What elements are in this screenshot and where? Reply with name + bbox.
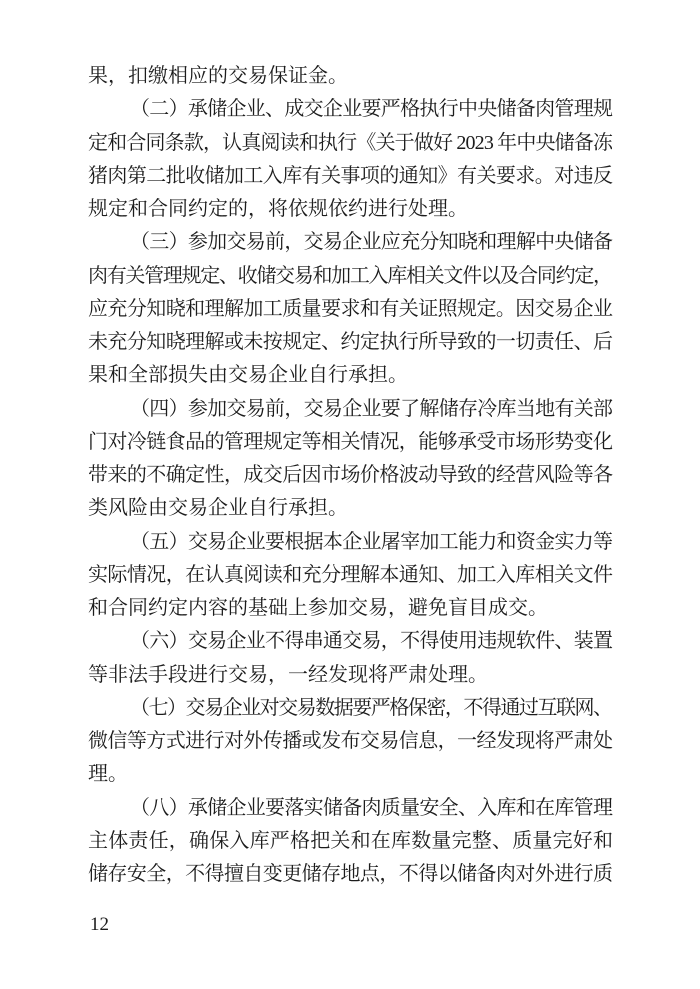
text-line-content: （三）参加交易前，交易企业应充分知晓和理解中央储备 <box>130 231 613 254</box>
text-line-content: （四）参加交易前，交易企业要了解储存冷库当地有关部 <box>130 397 613 420</box>
text-line <box>88 625 613 658</box>
text-line-content: 和合同约定内容的基础上参加交易，避免盲目成交。 <box>88 597 548 619</box>
text-line <box>88 559 613 592</box>
text-line <box>88 758 613 791</box>
text-line <box>88 659 613 692</box>
text-line-content: （七）交易企业对交易数据要严格保密，不得通过互联网、 <box>130 696 612 719</box>
text-line <box>88 293 613 326</box>
text-line <box>88 858 613 891</box>
text-line <box>88 127 613 160</box>
text-line-content: 果和全部损失由交易企业自行承担。 <box>88 364 408 387</box>
text-line <box>88 526 613 559</box>
text-line-content: 门对冷链食品的管理规定等相关情况，能够承受市场形势变化 <box>88 430 613 453</box>
text-line <box>88 692 613 725</box>
text-line <box>88 60 613 93</box>
text-line-content: （五）交易企业要根据本企业屠宰加工能力和资金实力等 <box>130 530 613 553</box>
text-line <box>88 260 613 293</box>
text-line-content: 带来的不确定性，成交后因市场价格波动导致的经营风险等各 <box>88 464 613 486</box>
text-line-content: 实际情况，在认真阅读和充分理解本通知、加工入库相关文件 <box>88 563 613 586</box>
page-number: 12 <box>90 914 109 935</box>
text-line-content: （八）承储企业要落实储备肉质量安全、入库和在库管理 <box>130 796 613 819</box>
text-line <box>88 93 613 126</box>
text-line <box>88 725 613 758</box>
text-line-content: 理。 <box>88 763 128 786</box>
document-body <box>88 60 613 891</box>
text-line <box>88 426 613 459</box>
text-line <box>88 326 613 359</box>
text-line-content: 未充分知晓理解或未按规定、约定执行所导致的一切责任、后 <box>88 331 613 353</box>
text-line <box>88 592 613 625</box>
text-line-content: （二）承储企业、成交企业要严格执行中央储备肉管理规 <box>130 98 613 121</box>
text-line-content: 等非法手段进行交易，一经发现将严肃处理。 <box>88 663 488 686</box>
text-line-content: 猪肉第二批收储加工入库有关事项的通知》有关要求。对违反 <box>88 164 613 187</box>
text-line-content: 类风险由交易企业自行承担。 <box>88 497 348 520</box>
text-line-content: （六）交易企业不得串通交易，不得使用违规软件、装置 <box>130 630 613 653</box>
text-line-content: 定和合同条款，认真阅读和执行《关于做好 2023 年中央储备冻 <box>88 131 613 154</box>
text-line <box>88 459 613 492</box>
text-line <box>88 393 613 426</box>
text-line-content: 应充分知晓和理解加工质量要求和有关证照规定。因交易企业 <box>88 297 613 320</box>
text-line <box>88 226 613 259</box>
text-line <box>88 359 613 392</box>
text-line <box>88 193 613 226</box>
text-line <box>88 160 613 193</box>
text-line-content: 微信等方式进行对外传播或发布交易信息，一经发现将严肃处 <box>88 730 613 752</box>
text-line <box>88 825 613 858</box>
text-line <box>88 792 613 825</box>
text-line <box>88 492 613 525</box>
text-line-content: 主体责任，确保入库严格把关和在库数量完整、质量完好和 <box>88 829 614 852</box>
text-line-content: 储存安全，不得擅自变更储存地点，不得以储备肉对外进行质 <box>88 863 613 885</box>
text-line-content: 果，扣缴相应的交易保证金。 <box>88 65 348 87</box>
text-line-content: 肉有关管理规定、收储交易和加工入库相关文件以及合同约定， <box>88 264 612 287</box>
text-line-content: 规定和合同约定的，将依规依约进行处理。 <box>88 198 468 220</box>
